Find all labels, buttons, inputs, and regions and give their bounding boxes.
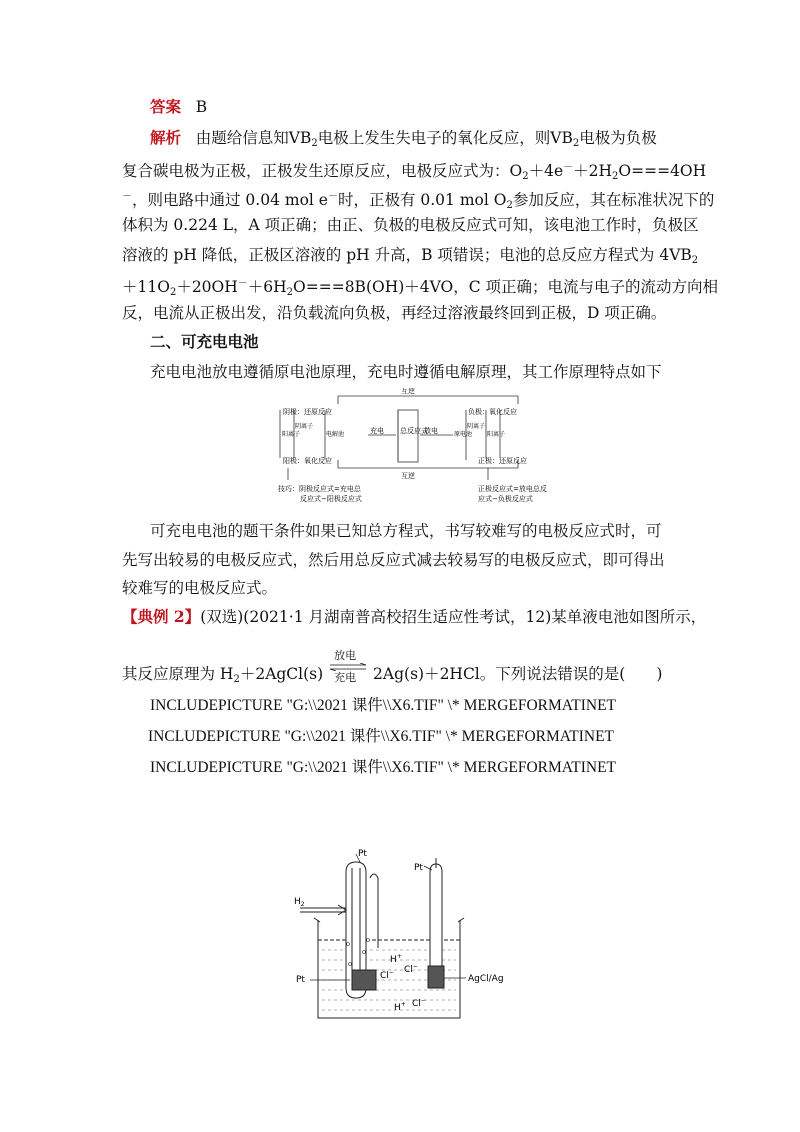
analysis-text: ＋20OH xyxy=(176,278,238,296)
include-line-3: INCLUDEPICTURE "G:\\2021 课件\\X6.TIF" \* MERGEFORMATINET xyxy=(150,759,617,776)
analysis-line-6: $+11O_2+20OH^-+6H_2O===8B(OH)+4VO$，C 项正确；电流与电子的流动方向相 xyxy=(122,278,719,298)
analysis-text: 溶液的 pH 降低，正极区溶液的 pH 升高，B 项错误；电池的总反应方程式为 4VB xyxy=(122,246,692,264)
reaction-text: 其反应原理为 H xyxy=(122,665,234,683)
tip-line-3: 正极反应式=放电总反 xyxy=(478,485,547,493)
tip-line-1: 技巧：阴极反应式=充电总 xyxy=(278,485,361,493)
analysis-text: 复合碳电极为正极，正极发生还原反应，电极反应式为：O xyxy=(122,162,523,180)
answer-value: B xyxy=(195,98,208,116)
analysis-text: 电极上发生失电子的氧化反应，则VB xyxy=(317,129,573,147)
anode-label: 阳极：氧化反应 xyxy=(283,457,332,465)
pt-label-left: Pt xyxy=(358,849,367,859)
h2-label-text: H xyxy=(294,897,301,907)
analysis-text: ＋4e xyxy=(528,162,564,180)
include-line-1: INCLUDEPICTURE "G:\\2021 课件\\X6.TIF" \* MERGEFORMATINET xyxy=(150,697,617,714)
tip-line-2: 反应式−阳极反应式 xyxy=(300,495,362,503)
answer-line xyxy=(150,96,207,118)
galvanic-label: 原电池 xyxy=(454,431,473,438)
diagram-bottom-label: 互逆 xyxy=(401,472,415,480)
analysis-text: O===8B(OH)＋4VO，C 项正确；电流与电子的流动方向相 xyxy=(293,278,719,296)
example-line xyxy=(122,606,706,628)
total-label: 总反应式 xyxy=(400,427,428,435)
diagram-top-label: 互逆 xyxy=(401,388,415,395)
analysis-text: 由题给信息知VB xyxy=(195,129,312,147)
arrow-top-label: 放电 xyxy=(334,649,357,662)
analysis-line-2: 复合碳电极为正极，正极发生还原反应，电极反应式为：$O_2+4e^-+2H_2O===4OH$ xyxy=(122,162,707,182)
discharge-label: 放电 xyxy=(424,427,438,435)
analysis-line-1: 解析 由题给信息知$VB_2$电极上发生失电子的氧化反应，则$VB_2$电极为负极 xyxy=(150,128,657,149)
cl-minus-label-2: Cl− xyxy=(404,963,418,975)
analysis-line-3: －，则电路中通过 0.04 mol e－时，正极有 0.01 mol $O_2$参加反应，其在标准状况下的 xyxy=(122,191,715,211)
answer-label: 答案 xyxy=(150,97,182,116)
analysis-text: ，则电路中通过 0.04 mol e xyxy=(132,191,328,209)
section-title: 二、可充电电池 xyxy=(150,332,259,351)
h-plus-text: H xyxy=(394,1003,401,1013)
reaction-line: 其反应原理为 $H_2+2AgCl(s)$ 放电 充电 2Ag(s)＋2HCl。下列说法错误的是( ) xyxy=(122,663,662,691)
yang-ion-label-2: 阳离子 xyxy=(487,431,506,438)
arrow-bottom-label: 充电 xyxy=(334,671,357,684)
charge-label: 充电 xyxy=(370,427,384,435)
analysis-line-4: 体积为 0.224 L，A 项正确；由正、负极的电极反应式可知，该电池工作时，负极区 xyxy=(122,216,699,234)
analysis-text: 电极为负极 xyxy=(579,129,657,147)
h-plus-label-1: H+ xyxy=(390,953,402,965)
para-line-2: 先写出较易的电极反应式，然后用总反应式减去较易写的电极反应式，即可得出 xyxy=(122,551,665,569)
cathode-label: 阴极：还原反应 xyxy=(283,408,332,416)
rechargeable-battery-diagram xyxy=(278,388,578,510)
single-liquid-battery-figure xyxy=(290,848,550,1028)
cl-minus-text: Cl xyxy=(404,965,413,975)
reversible-arrow xyxy=(328,649,368,685)
cl-minus-text: Cl xyxy=(380,971,389,981)
h2-label: $H_2$ xyxy=(294,897,305,908)
para-line-3: 较难写的电极反应式。 xyxy=(122,579,278,597)
analysis-text: ＋6H xyxy=(247,278,287,296)
tip-line-4: 应式−负极反应式 xyxy=(478,495,533,503)
reaction-text: 2Ag(s)＋2HCl。下列说法错误的是( ) xyxy=(373,665,663,683)
yin-ion-label: 阴离子 xyxy=(295,423,314,430)
yang-ion-label: 阳离子 xyxy=(282,431,301,438)
example-tag: 【典例 2】 xyxy=(122,607,201,626)
h-plus-text: H xyxy=(390,955,397,965)
include-line-2: INCLUDEPICTURE "G:\\2021 课件\\X6.TIF" \* MERGEFORMATINET xyxy=(148,728,615,745)
electrolytic-label: 电解池 xyxy=(326,431,345,438)
analysis-text: ＋2H xyxy=(573,162,613,180)
analysis-text: O===4OH xyxy=(618,162,707,180)
cl-minus-label-1: Cl− xyxy=(380,969,394,981)
cl-minus-text: Cl xyxy=(412,999,421,1009)
analysis-label: 解析 xyxy=(150,128,182,147)
example-text: (双选)(2021·1 月湖南普高校招生适应性考试，12)某单液电池如图所示， xyxy=(200,608,707,626)
para-line-1: 可充电电池的题干条件如果已知总方程式，书写较难写的电极反应式时，可 xyxy=(150,522,662,540)
reaction-text: ＋2AgCl(s) xyxy=(239,665,324,683)
positive-label: 正极：还原反应 xyxy=(478,457,527,465)
pt-side-label: Pt xyxy=(296,975,305,985)
agcl-label: AgCl/Ag xyxy=(468,974,504,984)
cl-minus-label-3: Cl− xyxy=(412,997,426,1009)
analysis-text: ＋11O xyxy=(122,278,170,296)
analysis-line-5: 溶液的 pH 降低，正极区溶液的 pH 升高，B 项错误；电池的总反应方程式为 $4VB_2$ xyxy=(122,246,699,266)
h-plus-label-2: H+ xyxy=(394,1001,406,1013)
analysis-line-7: 反，电流从正极出发，沿负载流向负极，再经过溶液最终回到正极，D 项正确。 xyxy=(122,304,667,322)
negative-label: 负极：氧化反应 xyxy=(468,408,517,416)
intro-text: 充电电池放电遵循原电池原理，充电时遵循电解原理，其工作原理特点如下 xyxy=(150,363,662,381)
analysis-text: 参加反应，其在标准状况下的 xyxy=(512,191,715,209)
yin-ion-label-2: 阴离子 xyxy=(467,423,486,430)
analysis-text: 时，正极有 0.01 mol O xyxy=(337,191,507,209)
pt-label-right: Pt xyxy=(414,863,423,873)
